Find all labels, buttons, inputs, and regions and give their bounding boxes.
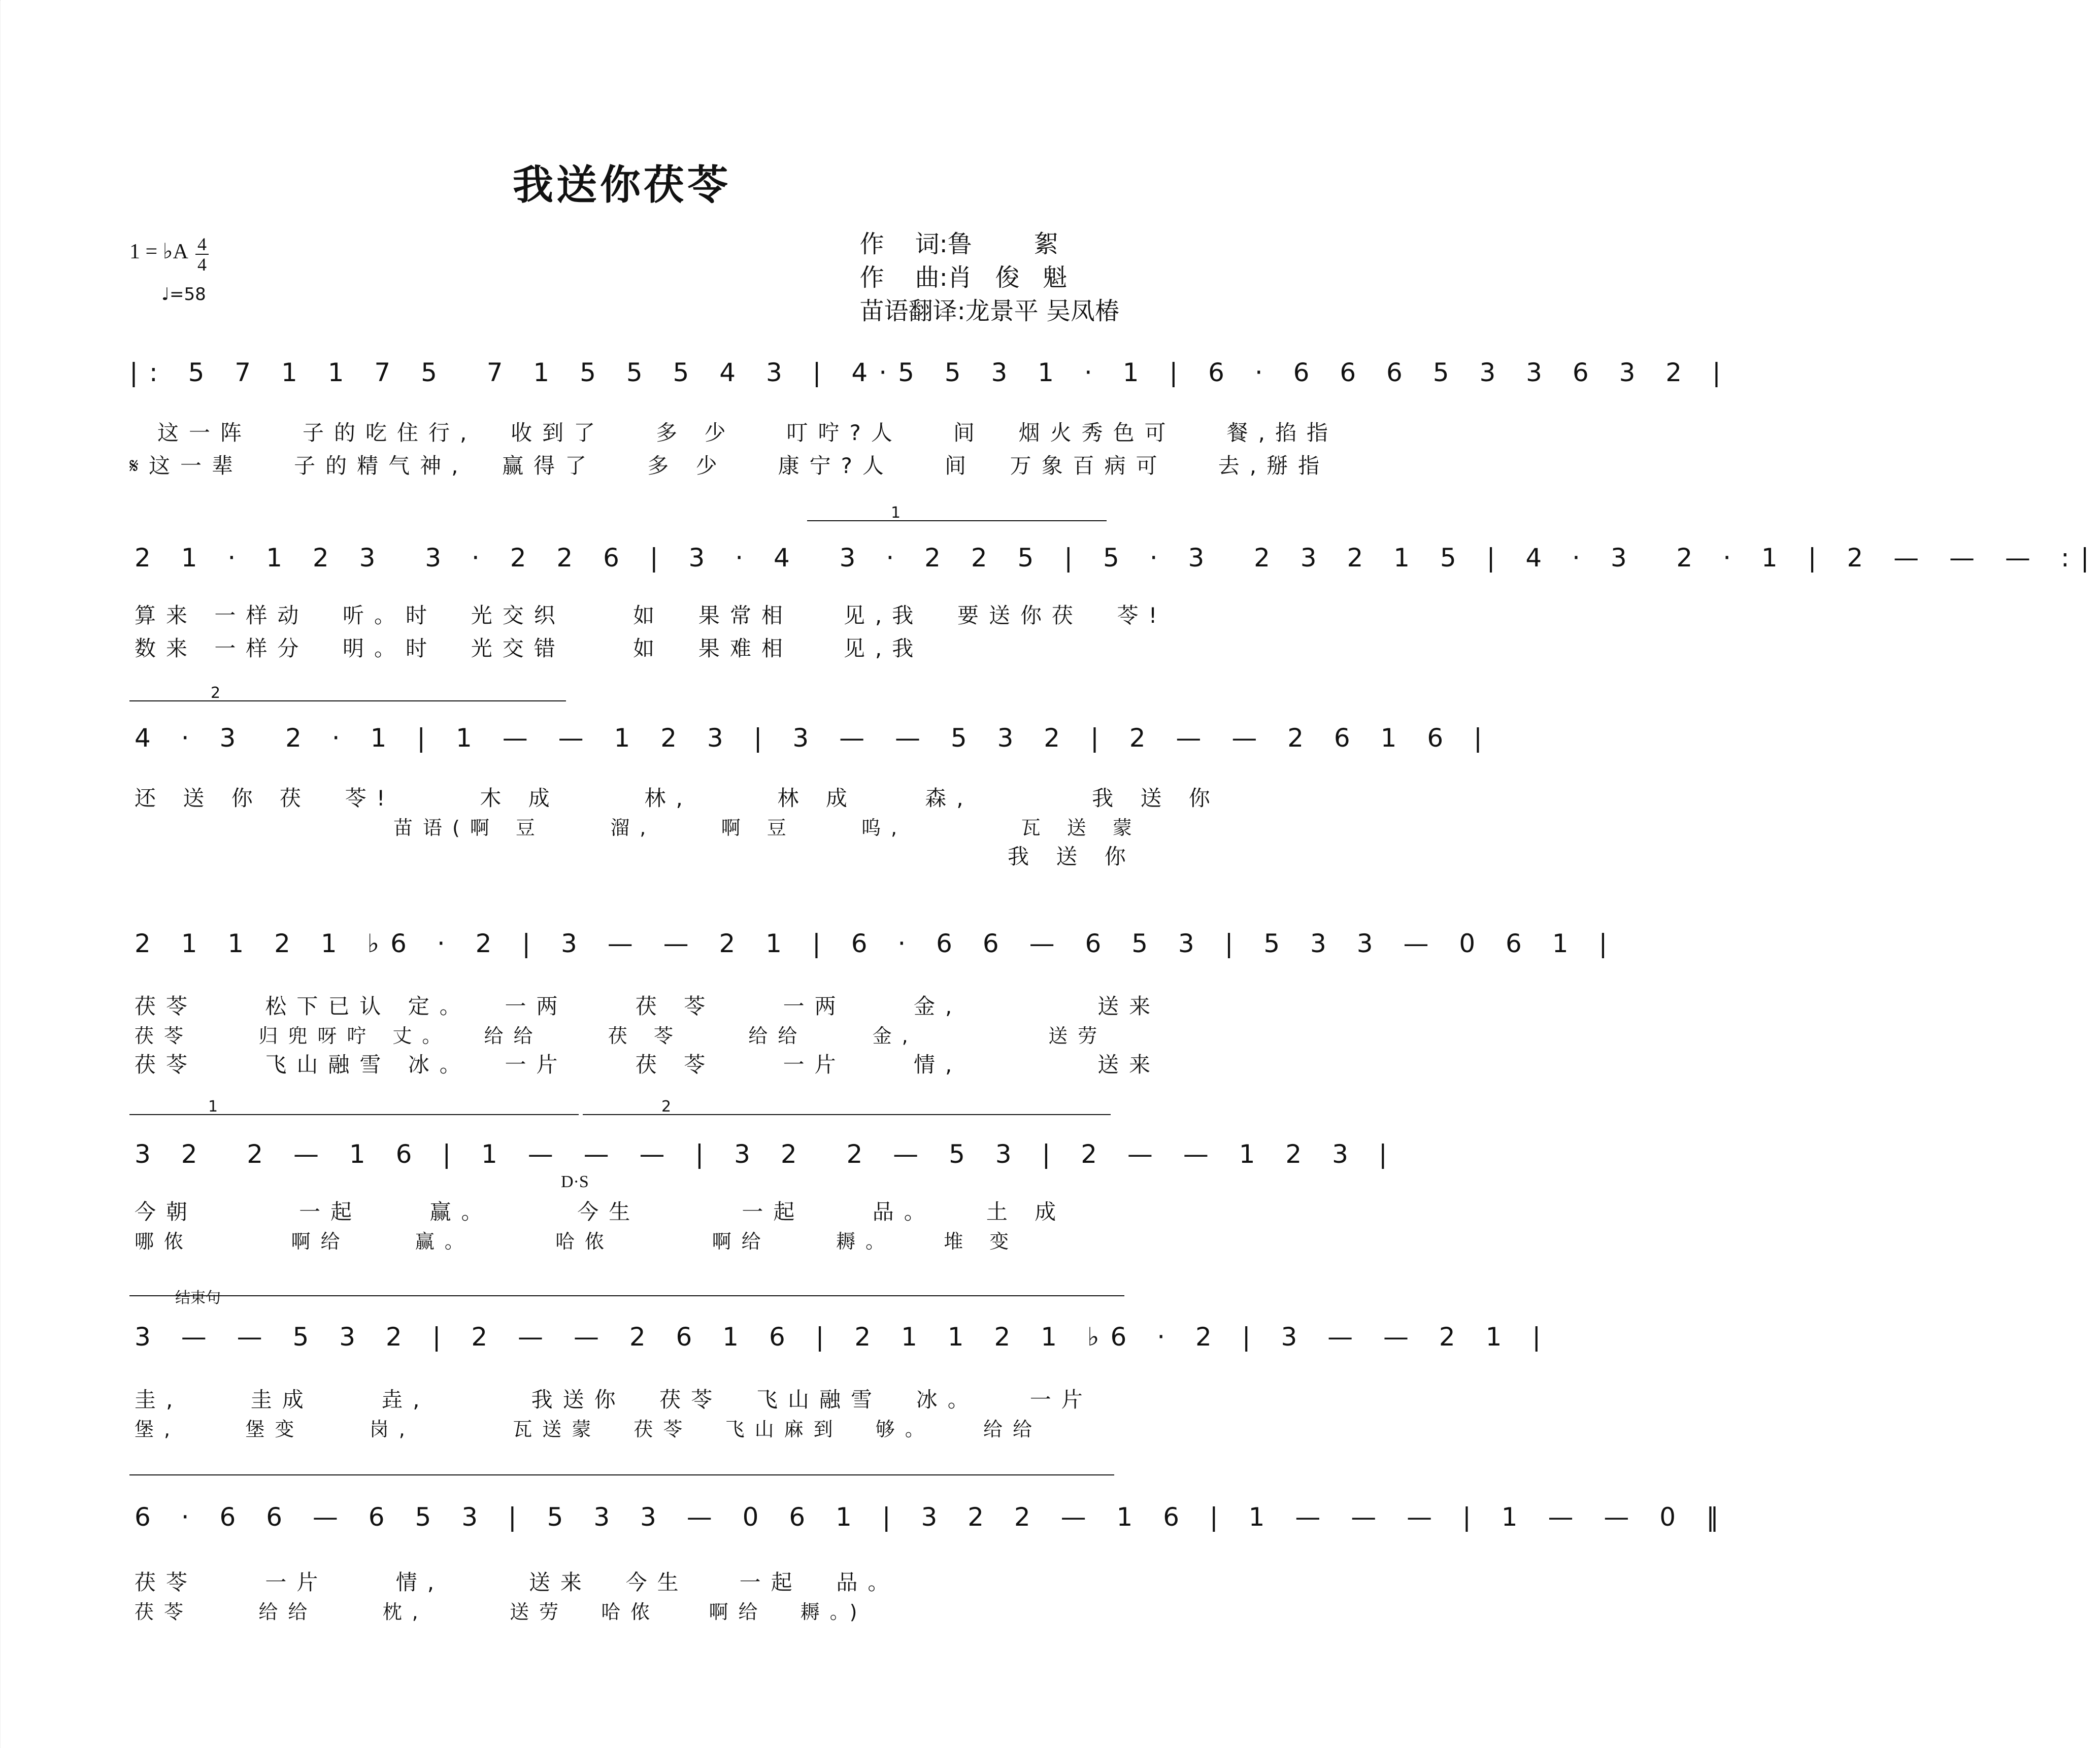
translator-credit: 苗语翻译:龙景平 吴凤椿	[859, 297, 1119, 325]
notation-line-3: 4 · 3 2 · 1 | 1 — — 1 2 3 | 3 — — 5 3 2 | 2 — — 2 6 1 6 |	[135, 723, 1493, 753]
lyrics-line-7a: 茯苓 一片 情, 送来 今生 一起 品。	[135, 1570, 899, 1595]
lyrics-line-3c: 我 送 你	[1008, 844, 1136, 869]
notation-line-6: 3 — — 5 3 2 | 2 — — 2 6 1 6 | 2 1 1 2 1 ♭6 · 2 | 3 — — 2 1 |	[135, 1322, 1552, 1352]
notation-line-7: 6 · 6 6 — 6 5 3 | 5 3 3 — 0 6 1 | 3 2 2 — 1 6 | 1 — — — | 1 — — 0 ‖	[135, 1502, 1730, 1532]
lyrics-line-3b: 苗语(啊 豆 溜, 啊 豆 呜, 瓦 送 蒙	[393, 817, 1142, 839]
lyrics-line-7b: 茯苓 给给 枕, 送劳 哈侬 啊给 耨。)	[135, 1601, 868, 1623]
volta-bracket-5b: 2	[583, 1114, 1111, 1115]
lyrics-line-4a: 茯苓 松下已认 定。 一两 茯 苓 一两 金, 送来	[135, 994, 1161, 1019]
credits-block	[860, 227, 1119, 328]
composer-credit: 作 曲:肖 俊 魁	[859, 263, 1068, 292]
lyrics-line-1b: 𝄋这一辈 子的精气神, 赢得了 多 少 康宁?人 间 万象百病可 去,掰指	[129, 453, 1330, 478]
time-signature	[195, 234, 209, 274]
lyrics-line-5b: 哪侬 啊给 赢。 哈侬 啊给 耨。 堆 变	[135, 1230, 1019, 1253]
volta-bracket-1: 1	[807, 520, 1107, 521]
lyrics-line-5a: 今朝 一起 赢。 今生 一起 品。 土 成	[135, 1199, 1066, 1224]
notation-line-1: |: 5 7 1 1 7 5 7 1 5 5 5 4 3 | 4·5 5 3 1 · 1 | 6 · 6 6 6 5 3 3 6 3 2 |	[129, 358, 1732, 387]
lyrics-line-2a: 算来 一样动 听。时 光交织 如 果常相 见,我 要送你茯 苓!	[135, 603, 1168, 628]
song-title: 我送你茯苓	[513, 161, 731, 209]
lyrics-line-6a: 圭, 圭成 垚, 我送你 茯苓 飞山融雪 冰。 一片	[135, 1387, 1093, 1412]
coda-bracket: 结束句	[129, 1295, 1124, 1296]
lyrics-line-4c: 茯苓 飞山融雪 冰。 一片 茯 苓 一片 情, 送来	[135, 1052, 1161, 1077]
dal-segno-marking: D·S	[561, 1172, 589, 1191]
lyricist-credit: 作 词:鲁 絮	[859, 230, 1058, 258]
final-line-rule	[129, 1474, 1114, 1475]
tempo-marking: ♩=58	[161, 284, 206, 305]
notation-line-5: 3 2 2 — 1 6 | 1 — — — | 3 2 2 — 5 3 | 2 — — 1 2 3 |	[135, 1139, 1398, 1169]
volta-bracket-5a: 1	[129, 1114, 579, 1115]
left-margin-watermark	[0, 0, 11, 1748]
time-signature-top: 4	[197, 234, 207, 254]
key-signature: 1 = ♭A	[129, 240, 188, 263]
lyrics-line-4b: 茯苓 归兜呀咛 丈。 给给 茯 苓 给给 金, 送劳	[135, 1025, 1108, 1047]
notation-line-4: 2 1 1 2 1 ♭6 · 2 | 3 — — 2 1 | 6 · 6 6 — 6 5 3 | 5 3 3 — 0 6 1 |	[135, 929, 1619, 958]
time-signature-bottom: 4	[197, 254, 207, 275]
lyrics-line-1a: 这一阵 子的吃住行, 收到了 多 少 叮咛?人 间 烟火秀色可 餐,掐指	[157, 420, 1339, 445]
volta-bracket-2: 2	[129, 700, 566, 701]
lyrics-line-2b: 数来 一样分 明。时 光交错 如 果难相 见,我	[135, 636, 924, 661]
notation-line-2: 2 1 · 1 2 3 3 · 2 2 6 | 3 · 4 3 · 2 2 5 | 5 · 3 2 3 2 1 5 | 4 · 3 2 · 1 | 2 — — — :|	[135, 543, 2100, 573]
lyrics-line-3a: 还 送 你 茯 苓! 木 成 林, 林 成 森, 我 送 你	[135, 786, 1220, 811]
lyrics-line-6b: 堡, 堡变 岗, 瓦送蒙 茯苓 飞山麻到 够。 给给	[135, 1418, 1042, 1440]
